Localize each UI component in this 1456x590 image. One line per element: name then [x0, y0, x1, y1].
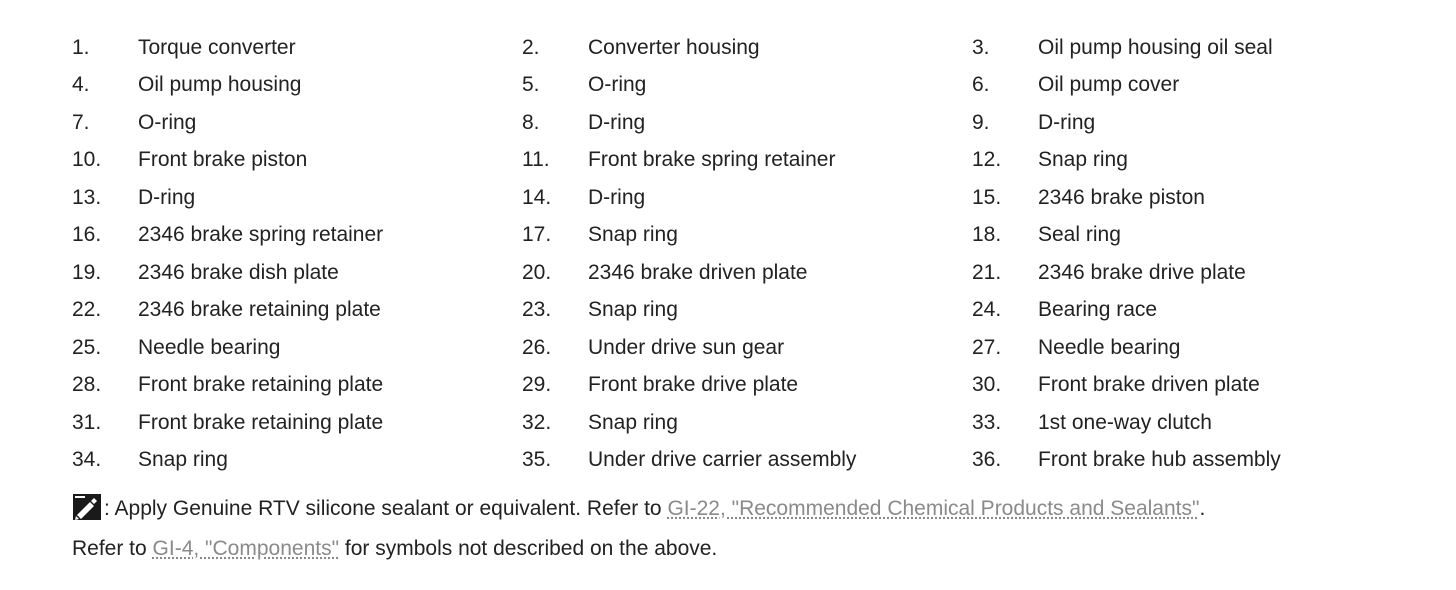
part-name: 2346 brake spring retainer — [138, 223, 384, 247]
part-number: 5. — [522, 73, 540, 97]
part-number: 21. — [972, 260, 1002, 284]
part-item — [72, 29, 522, 67]
part-item — [972, 29, 1432, 67]
part-number: 15. — [972, 185, 1002, 209]
part-number: 4. — [72, 73, 90, 97]
part-name: Converter housing — [588, 35, 760, 59]
part-item — [972, 404, 1432, 442]
part-item — [522, 142, 972, 180]
part-name: Front brake drive plate — [588, 373, 799, 397]
part-item — [522, 217, 972, 255]
part-item — [972, 442, 1432, 480]
recommended-chemicals-link[interactable]: GI-22, "Recommended Chemical Products and Sealants" — [667, 497, 1200, 520]
part-name: 2346 brake dish plate — [138, 260, 339, 284]
part-name: Front brake piston — [138, 148, 308, 172]
part-name: Oil pump housing — [138, 73, 302, 97]
part-item — [72, 442, 522, 480]
part-number: 34. — [72, 448, 102, 472]
part-name: D-ring — [588, 185, 646, 209]
part-item — [972, 329, 1432, 367]
part-number: 33. — [972, 410, 1002, 434]
parts-list — [72, 29, 1432, 479]
part-item — [72, 142, 522, 180]
rtv-sealant-icon — [72, 493, 102, 521]
part-item — [522, 254, 972, 292]
part-number: 29. — [522, 373, 552, 397]
part-number: 31. — [72, 410, 102, 434]
part-item — [972, 254, 1432, 292]
part-name: Snap ring — [588, 223, 678, 247]
part-name: Snap ring — [1038, 148, 1128, 172]
part-number: 13. — [72, 185, 102, 209]
part-number: 36. — [972, 448, 1002, 472]
part-name: Oil pump housing oil seal — [1038, 35, 1273, 59]
part-number: 11. — [522, 148, 550, 172]
part-item — [72, 67, 522, 105]
part-item — [972, 179, 1432, 217]
part-item — [522, 179, 972, 217]
part-number: 32. — [522, 410, 552, 434]
part-number: 2. — [522, 35, 540, 59]
part-item — [972, 292, 1432, 330]
part-item — [72, 404, 522, 442]
part-number: 27. — [972, 335, 1002, 359]
part-item — [972, 142, 1432, 180]
part-number: 25. — [72, 335, 102, 359]
part-name: Front brake hub assembly — [1038, 448, 1281, 472]
part-name: Oil pump cover — [1038, 73, 1180, 97]
part-name: Front brake spring retainer — [588, 148, 836, 172]
part-item — [522, 104, 972, 142]
part-name: O-ring — [588, 73, 647, 97]
part-name: Snap ring — [588, 298, 678, 322]
part-item — [72, 104, 522, 142]
part-number: 23. — [522, 298, 552, 322]
part-number: 14. — [522, 185, 552, 209]
part-name: Bearing race — [1038, 298, 1158, 322]
part-number: 16. — [72, 223, 102, 247]
part-name: 1st one-way clutch — [1038, 410, 1212, 434]
part-name: 2346 brake driven plate — [588, 260, 808, 284]
part-number: 26. — [522, 335, 552, 359]
part-number: 1. — [72, 35, 90, 59]
symbols-note-prefix: Refer to — [72, 537, 153, 560]
part-number: 3. — [972, 35, 990, 59]
part-item — [522, 442, 972, 480]
part-number: 28. — [72, 373, 102, 397]
part-name: O-ring — [138, 110, 197, 134]
part-item — [72, 292, 522, 330]
part-item — [522, 29, 972, 67]
part-item — [522, 367, 972, 405]
part-item — [72, 179, 522, 217]
part-name: 2346 brake piston — [1038, 185, 1205, 209]
part-number: 18. — [972, 223, 1002, 247]
part-item — [972, 67, 1432, 105]
part-item — [522, 292, 972, 330]
part-name: Needle bearing — [138, 335, 281, 359]
part-number: 6. — [972, 73, 990, 97]
part-item — [522, 404, 972, 442]
notes-section — [72, 489, 1205, 569]
part-number: 24. — [972, 298, 1002, 322]
part-item — [972, 367, 1432, 405]
part-name: D-ring — [588, 110, 646, 134]
part-item — [72, 367, 522, 405]
part-number: 22. — [72, 298, 102, 322]
symbols-note-suffix: for symbols not described on the above. — [339, 537, 718, 560]
part-name: Front brake driven plate — [1038, 373, 1260, 397]
components-link[interactable]: GI-4, "Components" — [152, 537, 340, 560]
part-item — [72, 254, 522, 292]
part-name: Front brake retaining plate — [138, 373, 384, 397]
part-name: Needle bearing — [1038, 335, 1181, 359]
part-number: 9. — [972, 110, 990, 134]
part-number: 10. — [72, 148, 102, 172]
part-name: Snap ring — [138, 448, 228, 472]
part-name: 2346 brake retaining plate — [138, 298, 381, 322]
part-item — [972, 217, 1432, 255]
part-number: 35. — [522, 448, 552, 472]
sealant-note — [72, 489, 1205, 529]
part-number: 7. — [72, 110, 90, 134]
part-name: Under drive sun gear — [588, 335, 785, 359]
part-name: Front brake retaining plate — [138, 410, 384, 434]
part-name: D-ring — [1038, 110, 1096, 134]
part-name: D-ring — [138, 185, 196, 209]
part-name: Snap ring — [588, 410, 678, 434]
part-number: 30. — [972, 373, 1002, 397]
part-name: 2346 brake drive plate — [1038, 260, 1246, 284]
sealant-note-end: . — [1199, 497, 1206, 520]
part-number: 20. — [522, 260, 552, 284]
part-name: Seal ring — [1038, 223, 1121, 247]
part-item — [522, 329, 972, 367]
part-name: Torque converter — [138, 35, 296, 59]
part-number: 12. — [972, 148, 1002, 172]
part-item — [972, 104, 1432, 142]
part-number: 19. — [72, 260, 102, 284]
symbols-note — [72, 529, 1205, 569]
part-item — [72, 329, 522, 367]
part-number: 17. — [522, 223, 552, 247]
part-number: 8. — [522, 110, 540, 134]
sealant-note-text: : Apply Genuine RTV silicone sealant or equivalent. Refer to — [104, 497, 668, 520]
part-item — [522, 67, 972, 105]
part-item — [72, 217, 522, 255]
part-name: Under drive carrier assembly — [588, 448, 857, 472]
